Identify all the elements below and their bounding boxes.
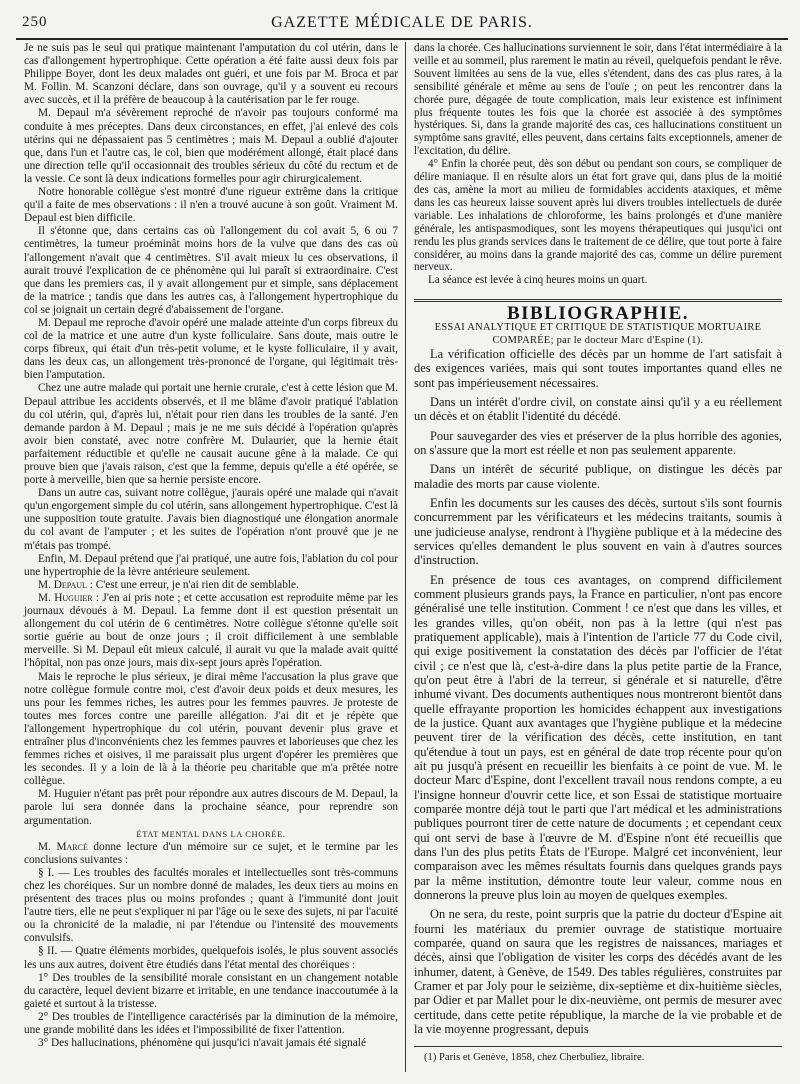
marce-intro — [24, 841, 398, 867]
section-divider — [414, 299, 782, 302]
page-header — [22, 10, 782, 34]
paragraph: Mais le reproche le plus sérieux, je dirai même l'accusation la plus grave que notre collègue formule contre moi, c'est d'avoir deux poids et deux mesures, les uns pour les femmes riches, les autres pour les femmes pauvres. Je proteste de toutes mes forces contre une pareille allégation. J'ai dit et je répète que l'allongement hypertrophique du col utérin, pouvant devenir plus grave et entraîner plus d'inconvénients chez les femmes pauvres et laborieuses que chez les femmes riches et oisives, il me paraissait plus urgent d'opérer les premières que les secondes. Il y a loin de là à la théorie peu charitable que m'a prêtée notre collègue. — [24, 670, 398, 788]
essay-author: ; par le docteur Marc d'Espine (1). — [550, 335, 704, 347]
paragraph: 1° Des troubles de la sensibilité morale consistant en un changement notable du caractère, lequel devient bizarre et irritable, en une tendance inaccoutumée à la gaieté et surtout à la tristesse. — [24, 971, 398, 1010]
paragraph: Dans un autre cas, suivant notre collègue, j'aurais opéré une malade qui n'avait qu'un engorgement simple du col utérin, sans allongement hypertrophique. C'est là une supposition toute gratuite. J'avais bien diagnostiqué une élongation anormale du col avant de l'amputer ; et les suites de l'opération n'ont prouvé que je ne m'étais pas trompé. — [24, 487, 398, 552]
depaul-remark — [24, 579, 398, 592]
bibliography-body — [414, 347, 782, 1036]
remark-text: donne lecture d'un mémoire sur ce sujet, et le termine par les conclusions suivantes : — [24, 840, 398, 866]
paragraph: M. Huguier n'étant pas prêt pour répondre aux autres discours de M. Depaul, la parole lui sera donnée dans la prochaine séance, pour reprendre son argumentation. — [24, 788, 398, 827]
remark-text: : J'en ai pris note ; et cette accusation est reproduite même par les journaux dévoués à M. Depaul. La femme dont il est question présentait un allongement du col utérin de 6 centimètres. Notre collègue s'étonne qu'elle soit sortie guérie au bout de onze jours ; il croit difficilement à une semblable merveille. Si M. Depaul eût mieux calculé, il aurait vu que la malade avait quitté l'hôpital, non pas onze jours, mais dix-sept jours après l'opération. — [24, 591, 398, 670]
left-column — [24, 42, 398, 1050]
paragraph: Dans un intérêt de sécurité publique, on distingue les décès par maladie des morts par cause violente. — [414, 462, 782, 491]
paragraph: § I. — Les troubles des facultés morales et intellectuelles sont très-communs chez les choréiques. Sur un nombre donné de malades, les deux tiers au moins en présentent des traces plus ou moins profondes ; quant à l'immunité dont jouit l'autre tiers, elle ne peut s'expliquer ni par l'âge ou le sexe des sujets, ni par l'acuité ou la chronicité de la maladie, ni par l'étendue ou l'intensité des mouvements convulsifs. — [24, 866, 398, 945]
paragraph: M. Depaul m'a sévèrement reproché de n'avoir pas toujours conformé ma conduite à mes préceptes. Dans deux circonstances, en effet, j'ai enlevé des cols utérins qui ne dépassaient pas 5 centimètres ; mais M. Depaul a oublié d'ajouter que, dans l'un et l'autre cas, le col, bien que modérément allongé, était placé dans une direction telle qu'il occasionnait des troubles sérieux du côté du rectum et de la vessie. Ce sont là deux indications formelles pour agir chirurgicalement. — [24, 107, 398, 185]
paragraph: Dans un intérêt d'ordre civil, on constate ainsi qu'il y a eu réellement un décès et on établit l'identité du décédé. — [414, 395, 782, 424]
paragraph: Pour sauvegarder des vies et préserver de la plus horrible des agonies, on s'assure que la mort est réelle et non pas seulement apparente. — [414, 428, 782, 458]
session-close: La séance est levée à cinq heures moins un quart. — [428, 274, 648, 287]
header-rule — [16, 38, 788, 40]
paragraph: § II. — Quatre éléments morbides, quelquefois isolés, le plus souvent associés les uns aux autres, doivent être étudiés dans l'état mental des choréiques : — [24, 945, 398, 971]
page-number: 250 — [22, 14, 48, 30]
paragraph: Enfin, M. Depaul prétend que j'ai pratiqué, une autre fois, l'ablation du col pour une hypertrophie de la lèvre antérieure seulement. — [24, 552, 398, 578]
remark-text: : C'est une erreur, je n'ai rien dit de semblable. — [86, 578, 299, 591]
paragraph: Chez une autre malade qui portait une hernie crurale, c'est à cette lésion que M. Depaul attribue les accidents observés, et il me blâme d'avoir pratiqué l'ablation du col utérin, qui, d'après lui, n'était pour rien dans les troubles de la santé. J'en demande pardon à M. Depaul ; mais je ne me suis décidé à l'opération qu'après avoir bien constaté, avec notre confrère M. Dulaurier, que la hernie était parfaitement réductible et qu'elle ne causait aucune gêne à la malade. Ce qui prouve bien que j'avais raison, c'est que la femme, depuis qu'elle a été opérée, se porte à merveille, bien que sa hernie persiste encore. — [24, 382, 398, 487]
column-divider — [405, 42, 406, 1072]
paragraph: La vérification officielle des décès par un homme de l'art satisfait à des exigences variées, mais qui sont toutes importantes quand elles ne sont pas impérieusement nécessaires. — [414, 347, 782, 390]
paragraph: 3° Des hallucinations, phénomène qui jusqu'ici n'avait jamais été signalé — [38, 1037, 366, 1050]
section-title: ÉTAT MENTAL DANS LA CHORÉE. — [136, 828, 286, 839]
speaker-name: M. Huguier — [38, 591, 93, 604]
bibliography-heading: BIBLIOGRAPHIE. — [506, 303, 689, 325]
paragraph: On ne sera, du reste, point surpris que la patrie du docteur d'Espine ait fourni les matériaux du premier ouvrage de statistique mortuaire comparée, quand on saura que les registres de naissances, mariages et décès, ainsi que l'obligation de visiter les corps des décédés avant de les inhumer, datent, à Genève, de 1549. Des tables régulières, construites par Cramer et par Joly pour le seizième, dix-septième et dix-huitième siècles, par Odier et par Mallet pour le dix-neuvième, ont permis de mesurer avec certitude, dans cette petite république, la marche de la vie probable et de la vie moyenne progressant, depuis — [414, 907, 782, 1036]
footnote-rule — [414, 1046, 782, 1047]
paragraph: M. Depaul me reproche d'avoir opéré une malade atteinte d'un corps fibreux du col de la matrice et une autre d'un kyste folliculaire. Sans doute, mais outre le corps fibreux, qui était d'un très-petit volume, et le kyste folliculaire, il y avait, dans les deux cas, un allongement très-prononcé de l'organe, qui légitimait très-bien l'amputation. — [24, 316, 398, 382]
essay-title-text: ESSAI ANALYTIQUE ET CRITIQUE DE STATISTIQUE MORTUAIRE COMPARÉE — [434, 322, 762, 347]
journal-title: GAZETTE MÉDICALE DE PARIS. — [271, 14, 533, 31]
paragraph: 2° Des troubles de l'intelligence caractérisés par la diminution de la mémoire, une grande mobilité dans les idées et l'impossibilité de fixer l'attention. — [24, 1010, 398, 1037]
huguier-reply — [24, 592, 398, 671]
paragraph: Enfin les documents sur les causes des décès, surtout s'ils sont fournis concurremment par les vérificateurs et les médecins traitants, soumis à une judicieuse analyse, rendront à l'hygiène publique et à la médecine des services qu'elles demandent le plus souvent en vain à d'autres sources d'instruction. — [414, 496, 782, 568]
paragraph: 4° Enfin la chorée peut, dès son début ou pendant son cours, se compliquer de délire maniaque. Il en résulte alors un état fort grave qui, dans plus de la moitié des cas, amène la mort au milieu de formidables accidents ataxiques, et même dans les cas heureux laisse souvent après lui divers troubles intellectuels de durée variable. Les inhalations de chloroforme, les bains prolongés et d'une manière générale, les antispasmodiques, sont les moyens thérapeutiques qui jusqu'ici ont rendu les plus grands services dans le traitement de ce délire, que tout porte à faire considérer, au moins dans la grande majorité des cas, comme un délire purement nerveux. — [414, 158, 782, 274]
right-column — [414, 42, 782, 1065]
paragraph: dans la chorée. Ces hallucinations surviennent le soir, dans l'état intermédiaire à la veille et au sommeil, plus rarement le matin au réveil, quelquefois pendant le rêve. Souvent limitées au sens de la vue, elles s'étendent, dans des cas plus rares, à la sensibilité générale et même au sens de l'ouïe ; on peut les rencontrer dans la chorée pure, dégagée de toute complication, mais leur existence est infiniment plus fréquente toutes les fois que la chorée est associée à des symptômes hystériques. Si, dans la grande majorité des cas, ces hallucinations constituent un symptôme sans gravité, elles peuvent, dans certains faits exceptionnels, amener de l'excitation, du délire. — [414, 42, 782, 158]
footnote: (1) Paris et Genève, 1858, chez Cherbuliez, libraire. — [424, 1052, 645, 1064]
paragraph: Il s'étonne que, dans certains cas où l'allongement du col avait 5, 6 ou 7 centimètres, la tumeur proéminât moins hors de la vulve que dans des cas où l'allongement n'avait que 4 centimètres. S'il avait mieux lu ces observations, il aurait trouvé l'explication de ce phénomène qui lui paraît si extraordinaire. C'est que dans les premiers cas, il y avait allongement pur et simple, sans déplacement de la matrice ; tandis que dans les autres cas, à l'allongement hypertrophique du col se joignait un certain degré d'abaissement de l'organe. — [24, 225, 398, 316]
paragraph: Je ne suis pas le seul qui pratique maintenant l'amputation du col utérin, dans le cas d'allongement hypertrophique. Cette opération a été faite aussi deux fois par Philippe Boyer, dont les deux malades ont guéri, et une fois par M. Broca et par M. Follin. M. Scanzoni déclare, dans son ouvrage, qu'il y a souvent eu recours avec succès, et il la préfère de beaucoup à la cautérisation par le fer rouge. — [24, 42, 398, 107]
speaker-name: M. Depaul — [38, 578, 87, 591]
speaker-name: M. Marcé — [38, 840, 88, 853]
essay-title — [414, 321, 782, 347]
paragraph: En présence de tous ces avantages, on comprend difficilement comment plusieurs grands pays, la France en particulier, n'ont pas encore généralisé une telle institution. Comment ! ce n'est que dans les villes, et les grandes villes, qu'on obéit, non pas à la lettre (qui n'est pas pratiquement applicable), mais à l'intention de l'article 77 du Code civil, qui exige positivement la constatation des décès par l'officier de l'état civil ; ce n'est que là, c'est-à-dire dans la plus petite partie de la France, qu'on peut être à l'abri de la terreur, si générale et si naturelle, d'être inhumé vivant. Des documents authentiques nous montreront bientôt dans quelle effrayante proportion les homicides échappent aux investigations de la justice. Quant aux avantages que l'hygiène publique et la médecine peuvent tirer de la vérification des décès, cette institution, en tant qu'étendue à tout un pays, est en général de date trop récente pour qu'on ait pu jusqu'à présent en recueillir les bienfaits à ce point de vue. M. le docteur Marc d'Espine, dont l'excellent travail nous rendons compte, a eu l'insigne honneur d'ouvrir cette lice, et son Essai de statistique mortuaire comparée montre déjà tout le parti que l'art médical et les administrations publiques pourront tirer de cette nature de documents ; et cependant ceux qui ont servi de base à l'œuvre de M. d'Espine n'ont été recueillis que dans l'un des plus petits États de l'Europe. Malgré cet inconvénient, leur comparaison avec les mêmes résultats fournis dans quelques grands pays par la même institution, démontre toute leur valeur, comme nous en donnerons la preuve plus loin au moyen de quelques exemples. — [414, 572, 782, 902]
paragraph: Notre honorable collègue s'est montré d'une rigueur extrême dans la critique qu'il a faite de mes observations : il n'en a trouvé aucune à son goût. Vraiment M. Depaul est bien difficile. — [24, 186, 398, 225]
